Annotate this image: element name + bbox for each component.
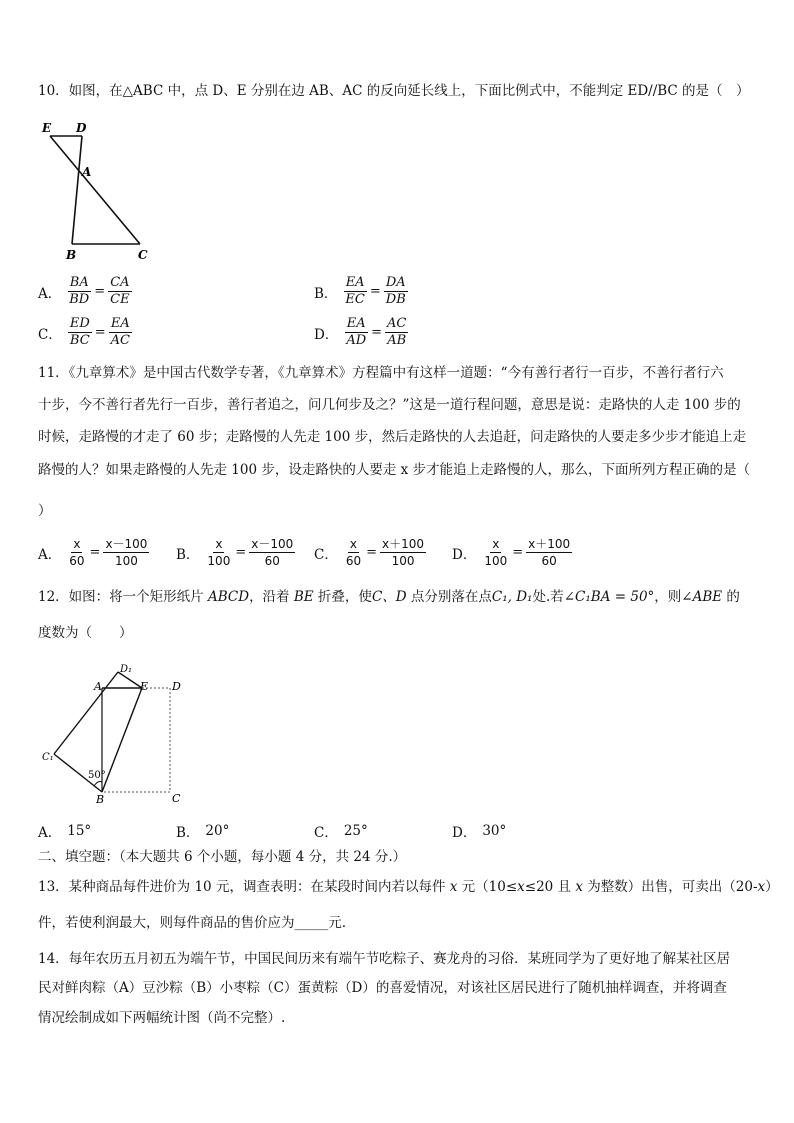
q12-label-d: D xyxy=(172,680,181,693)
frac-den: AC xyxy=(110,333,131,348)
equals: = xyxy=(94,325,106,340)
math-abe: ∠ABE xyxy=(681,589,723,605)
q12-figure xyxy=(38,660,188,805)
q10-label-c: C xyxy=(138,248,148,262)
frac-den: 100 xyxy=(114,554,138,568)
text-run: ≤20 且 xyxy=(524,879,576,895)
q12-line-be xyxy=(102,688,142,792)
text-run: 元（10≤ xyxy=(457,879,518,895)
text-run: ） xyxy=(765,879,779,895)
frac-den: EC xyxy=(345,292,365,307)
q12-option-a[interactable] xyxy=(38,821,91,841)
option-label: C． xyxy=(314,546,338,563)
q10-option-c[interactable] xyxy=(38,316,132,349)
q12-option-d[interactable] xyxy=(452,821,506,841)
q12-angle-arc xyxy=(94,782,102,787)
option-label: A． xyxy=(38,285,62,302)
frac-num: ED xyxy=(69,316,90,331)
q12-label-a: A xyxy=(94,680,102,693)
frac-num: EA xyxy=(110,316,130,331)
math-cd: C、D xyxy=(371,589,407,605)
frac-num: x xyxy=(215,537,223,551)
q10-label-e: E xyxy=(42,121,52,135)
q12-line-1 xyxy=(38,588,740,606)
frac-den: BD xyxy=(69,292,90,307)
text-run: ，沿着 xyxy=(249,589,294,605)
q13-line-2: 件，若使利润最大，则每件商品的售价应为_____元. xyxy=(38,915,347,931)
text-run: 的 xyxy=(722,589,740,605)
q11-option-a[interactable] xyxy=(38,536,149,569)
frac-den: 60 xyxy=(69,554,85,568)
frac-den: AD xyxy=(346,333,367,348)
q10-stem: 10．如图，在△ABC 中，点 D、E 分别在边 AB、AC 的反向延长线上，下面比例式中，不能判定 ED//BC 的是（ ） xyxy=(38,83,750,99)
option-label: C． xyxy=(314,825,338,841)
q12-label-e: E xyxy=(140,680,149,693)
math-x: x xyxy=(449,879,458,895)
q12-label-b: B xyxy=(96,793,105,805)
option-label: A． xyxy=(38,546,62,563)
math-be: BE xyxy=(293,589,314,605)
frac-num: x xyxy=(349,537,358,551)
q10-option-b[interactable] xyxy=(314,275,408,308)
frac-num: x－100 xyxy=(105,537,148,551)
option-label: B． xyxy=(314,285,338,302)
q14-line-3: 情况绘制成如下两幅统计图（尚不完整）. xyxy=(38,1010,286,1026)
option-label: A． xyxy=(38,825,62,841)
equals: = xyxy=(366,545,378,560)
text-run: 点分别落在点 xyxy=(406,589,492,605)
equals: = xyxy=(89,545,101,560)
text-run: 12．如图：将一个矩形纸片 xyxy=(38,589,208,605)
q12-label-c: C xyxy=(172,792,181,805)
frac-den: 60 xyxy=(541,554,557,568)
frac-num: EA xyxy=(345,275,365,290)
q14-line-1: 14．每年农历五月初五为端午节，中国民间历来有端午节吃粽子、赛龙舟的习俗．某班同学为了更好地了解某社区居 xyxy=(38,951,731,967)
option-label: D． xyxy=(452,546,477,563)
option-value: 20° xyxy=(205,823,230,839)
frac-den: 60 xyxy=(264,554,280,568)
frac-num: DA xyxy=(385,275,406,290)
equals: = xyxy=(369,284,381,299)
text-run: 处.若 xyxy=(532,589,564,605)
math-c1d1: C₁, D₁ xyxy=(491,589,533,605)
section-heading: 二、填空题：（本大题共 6 个小题，每小题 4 分，共 24 分.） xyxy=(38,849,407,865)
option-label: B． xyxy=(176,546,200,563)
frac-den: DB xyxy=(385,292,406,307)
option-label: D． xyxy=(314,326,339,343)
q12-option-b[interactable] xyxy=(176,821,229,841)
q10-label-a: A xyxy=(82,165,92,179)
equals: = xyxy=(94,284,106,299)
q10-option-d[interactable] xyxy=(314,316,408,349)
frac-den: BC xyxy=(69,333,90,348)
q10-option-a[interactable] xyxy=(38,275,132,308)
equals: = xyxy=(235,545,247,560)
q10-figure xyxy=(38,118,158,263)
math-rect: ABCD xyxy=(207,589,250,605)
q12-line-2: 度数为（ ） xyxy=(38,625,133,641)
frac-den: 100 xyxy=(207,554,231,568)
text-run: 折叠，使 xyxy=(313,589,372,605)
q12-line-c1d1 xyxy=(54,672,118,754)
q10-line-db xyxy=(72,136,82,244)
frac-num: BA xyxy=(69,275,89,290)
frac-num: CA xyxy=(110,275,130,290)
frac-num: x＋100 xyxy=(528,537,571,551)
text-run: 13．某种商品每件进价为 10 元，调查表明：在某段时间内若以每件 xyxy=(38,879,450,895)
q12-option-c[interactable] xyxy=(314,821,368,841)
frac-num: x xyxy=(73,537,81,551)
q11-line-4: 路慢的人？如果走路慢的人先走 100 步，设走路快的人要走 x 步才能追上走路慢的人，那么，下面所列方程正确的是（ xyxy=(38,462,751,478)
q11-line-5: ） xyxy=(38,503,52,519)
q11-line-2: 十步，今不善行者先行一百步，善行者追之，问几何步及之？”这是一道行程问题，意思是说：走路快的人走 100 步的 xyxy=(38,397,741,413)
frac-den: 60 xyxy=(345,554,362,568)
option-value: 15° xyxy=(67,823,92,839)
q12-label-c1: C₁ xyxy=(42,752,54,763)
equals: = xyxy=(371,325,383,340)
frac-num: x＋100 xyxy=(382,537,425,551)
option-value: 30° xyxy=(482,823,507,839)
q11-line-3: 时候，走路慢的才走了 60 步；走路慢的人先走 100 步，然后走路快的人去追赶，问走路快的人要走多少步才能追上走 xyxy=(38,429,747,445)
text-run: ，则 xyxy=(654,589,682,605)
option-label: B． xyxy=(176,825,200,841)
option-label: C． xyxy=(38,326,62,343)
frac-num: x xyxy=(492,537,500,551)
text-run: 为整数）出售，可卖出（20- xyxy=(582,879,758,895)
frac-num: AC xyxy=(387,316,407,331)
frac-num: EA xyxy=(346,316,366,331)
q10-label-b: B xyxy=(66,248,77,262)
frac-num: x－100 xyxy=(251,537,294,551)
frac-den: 100 xyxy=(391,554,415,568)
math-angle: ∠C₁BA = 50° xyxy=(563,589,655,605)
frac-den: CE xyxy=(110,292,130,307)
equals: = xyxy=(512,545,524,560)
q12-label-angle: 50° xyxy=(88,770,106,781)
q10-label-d: D xyxy=(76,121,87,135)
math-x: x xyxy=(517,879,525,895)
q10-line-ec xyxy=(50,136,140,244)
q12-label-d1: D₁ xyxy=(120,664,133,675)
frac-den: AB xyxy=(387,333,407,348)
q13-line-1 xyxy=(38,878,779,896)
q11-option-d[interactable] xyxy=(452,536,572,569)
math-x: x xyxy=(575,879,583,895)
q11-option-b[interactable] xyxy=(176,536,295,569)
option-label: D． xyxy=(452,825,477,841)
q11-option-c[interactable] xyxy=(314,536,426,569)
math-x: x xyxy=(757,879,766,895)
frac-den: 100 xyxy=(484,554,508,568)
option-value: 25° xyxy=(343,823,368,839)
q14-line-2: 民对鲜肉粽（A）豆沙粽（B）小枣粽（C）蛋黄粽（D）的喜爱情况，对该社区居民进行了随机抽样调查，并将调查 xyxy=(38,980,727,996)
q11-line-1: 11．《九章算术》是中国古代数学专著，《九章算术》方程篇中有这样一道题：“今有善行者行一百步，不善行者行六 xyxy=(38,365,724,381)
